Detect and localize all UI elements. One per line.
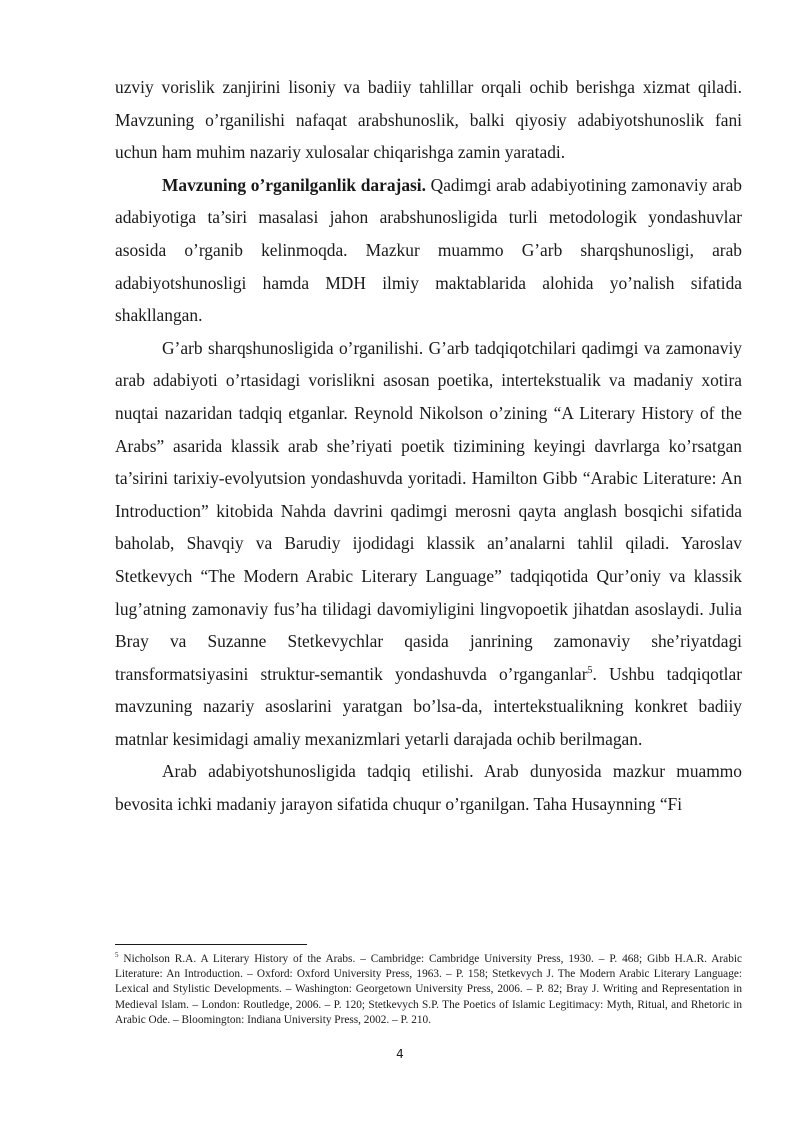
paragraph-2-text: Qadimgi arab adabiyotining zamonaviy arab adabiyotiga ta’siri masalasi jahon arabshunosligida turli metodologik yondashuvlar asosida o’rganib kelinmoqda. Mazkur muammo G’arb sharqshunosligi, arab adabiyotshunosligi hamda MDH ilmiy maktablarida alohida yo’nalish sifatida shakllangan. xyxy=(115,174,742,326)
footnote-reference[interactable]: 5 xyxy=(587,664,593,676)
paragraph-3-text-after: . Ushbu tadqiqotlar mavzuning nazariy asoslarini yaratgan bo’lsa-da, intertekstualikning konkret badiiy matnlar kesimidagi amaliy mexanizmlari yetarli darajada ochib berilmagan. xyxy=(115,663,743,749)
footnote-separator xyxy=(115,944,307,945)
paragraph-4: Arab adabiyotshunosligida tadqiq etilishi. Arab dunyosida mazkur muammo bevosita ichki madaniy jarayon sifatida chuqur o’rganilgan. Taha Husaynning “Fi xyxy=(115,761,742,815)
paragraph-3-text: G’arb sharqshunosligida o’rganilishi. G’arb tadqiqotchilari qadimgi va zamonaviy arab adabiyoti o’rtasidagi vorislikni asosan poetika, intertekstualik va madaniy xotira nuqtai nazaridan tadqiq etganlar. Reynold Nikolson o’zining “A Literary History of the Arabs” asarida klassik arab she’riyati poetik tizimining keyingi davrlarga ko’rsatgan ta’sirini tarixiy-evolyutsion yondashuvda yoritadi. Hamilton Gibb “Arabic Literature: An Introduction” kitobida Nahda davrini qadimgi merosni qayta anglash bosqichi sifatida baholab, Shavqiy va Barudiy ijodidagi klassik an’analarni tahlil qiladi. Yaroslav Stetkevych “The Modern Arabic Literary Language” tadqiqotida Qur’oniy va klassik lug’atning zamonaviy fus’ha tilidagi davomiyligini lingvopoetik jihatdan asoslaydi. Julia Bray va Suzanne Stetkevychlar qasida janrining zamonaviy she’riyatdagi transformatsiyasini struktur-semantik yondashuvda o’rganganlar xyxy=(115,337,742,684)
section-heading: Mavzuning o’rganilganlik darajasi. xyxy=(162,174,426,195)
footnote-number: 5 xyxy=(115,951,119,960)
paragraph-2 xyxy=(115,169,742,332)
body-text xyxy=(115,71,742,821)
page-number: 4 xyxy=(396,1047,404,1061)
footnote xyxy=(115,952,742,1028)
footnote-text: Nicholson R.A. A Literary History of the Arabs. – Cambridge: Cambridge University Press, 1930. – P. 468; Gibb H.A.R. Arabic Literature: An Introduction. – Oxford: Oxford University Press, 1963. – P. 158; Stetkevych J. The Modern Arabic Literary Language: Lexical and Stylistic Developments. – Washington: Georgetown University Press, 2006. – P. 82; Bray J. Writing and Representation in Medieval Islam. – London: Routledge, 2006. – P. 120; Stetkevych S.P. The Poetics of Islamic Legitimacy: Myth, Ritual, and Rhetoric in Arabic Ode. – Bloomington: Indiana University Press, 2002. – P. 210. xyxy=(115,953,742,1026)
paragraph-1: uzviy vorislik zanjirini lisoniy va badiiy tahlillar orqali ochib berishga xizmat qiladi. Mavzuning o’rganilishi nafaqat arabshunoslik, balki qiyosiy adabiyotshunoslik fani uchun ham muhim nazariy xulosalar chiqarishga zamin yaratadi. xyxy=(115,77,742,163)
paragraph-3 xyxy=(115,332,742,756)
